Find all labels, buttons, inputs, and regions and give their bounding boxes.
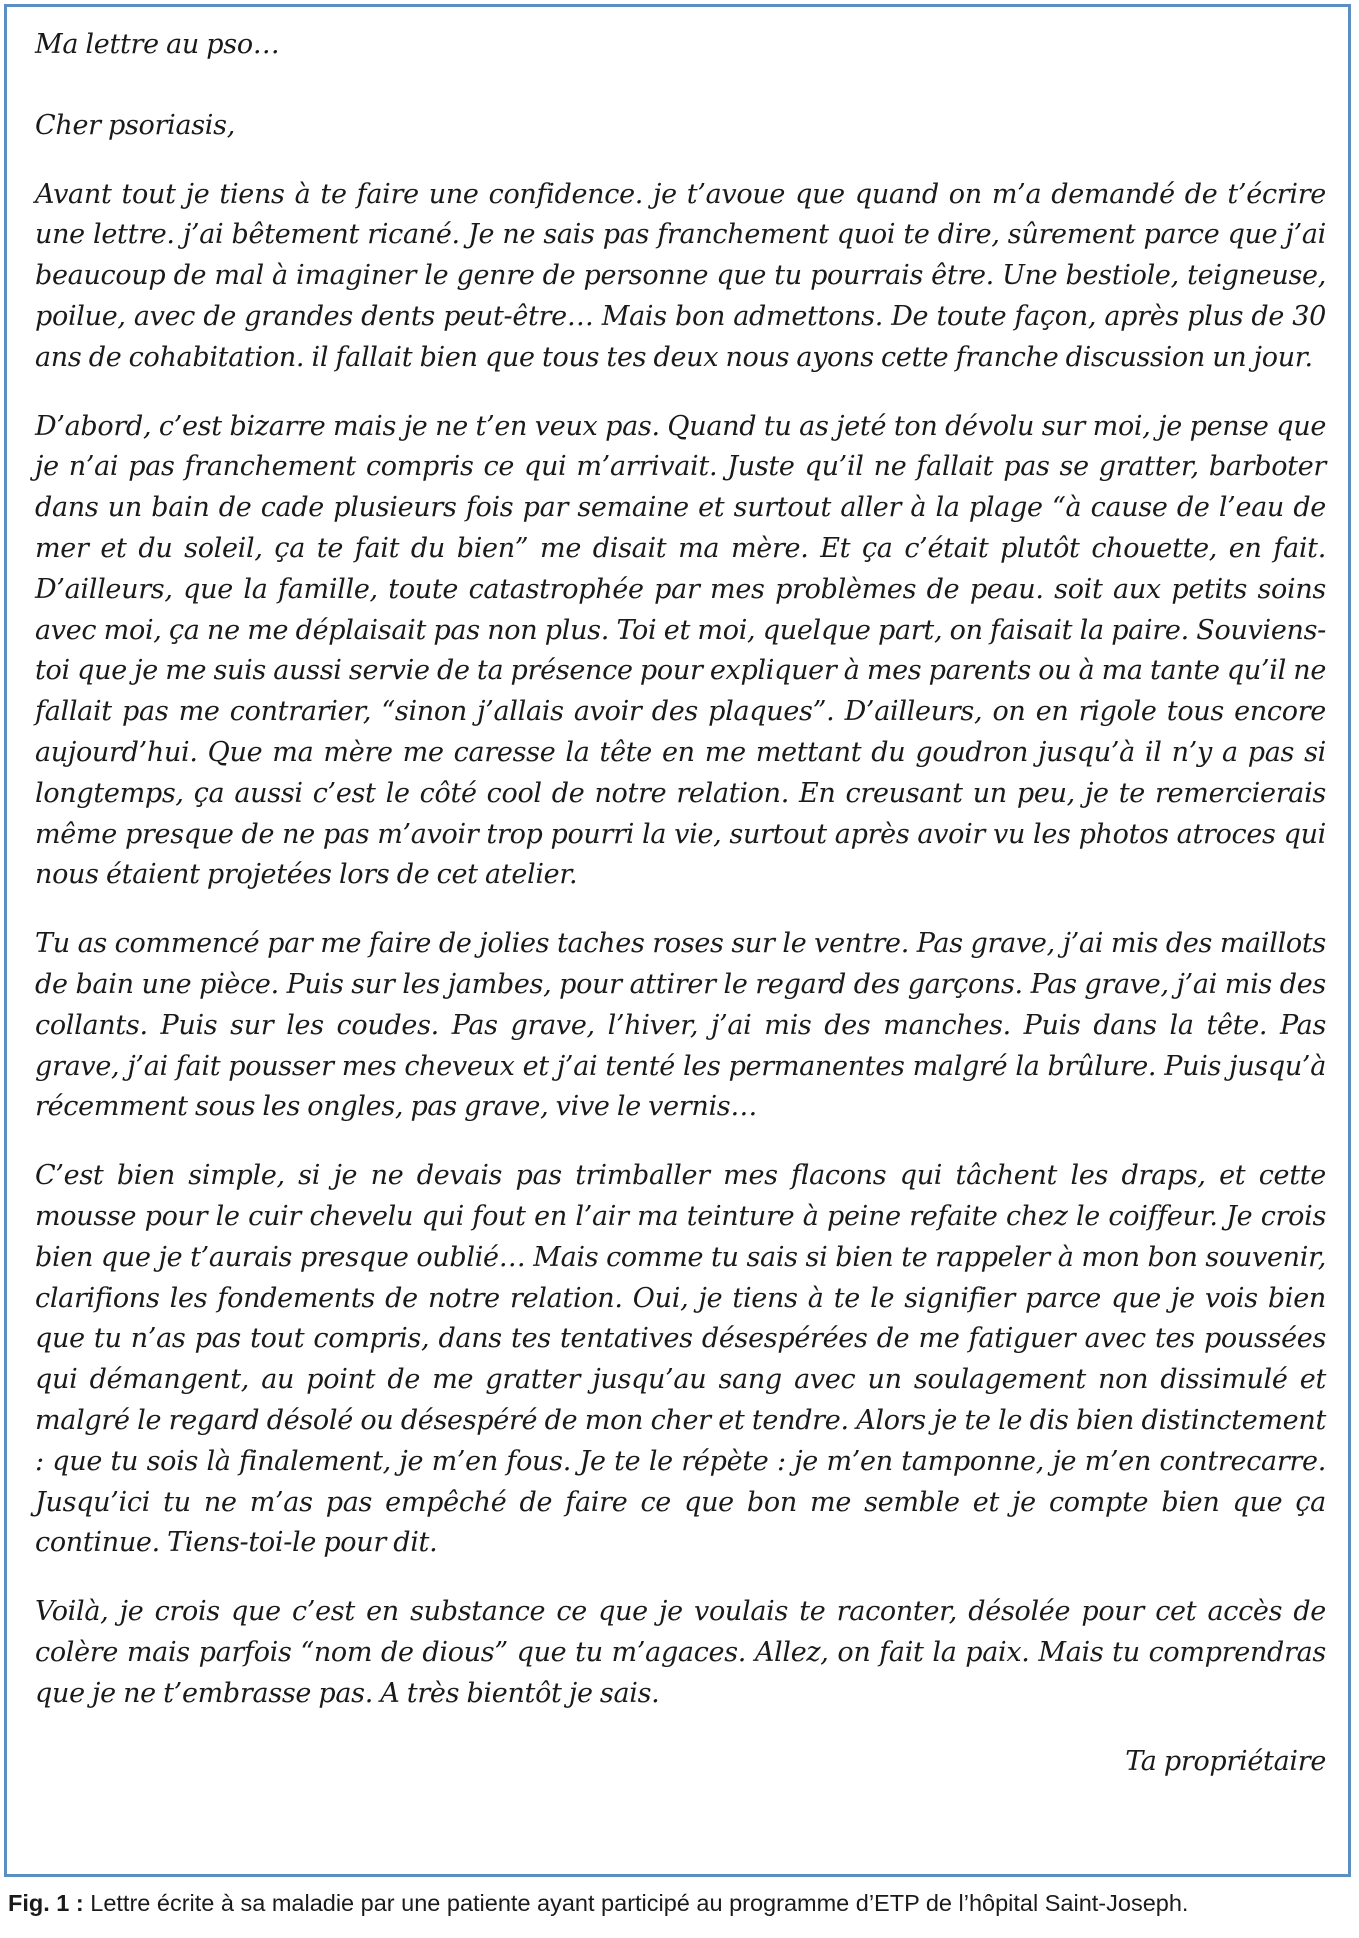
figure-caption-label: Fig. 1 :: [8, 1890, 84, 1916]
letter-heading: Ma lettre au pso…: [35, 29, 280, 60]
letter-paragraph-4: C’est bien simple, si je ne devais pas trimballer mes flacons qui tâchent les draps, et cette mousse pour le cuir chevelu qui fout en l’air ma teinture à peine refaite chez le coiffeur. Je crois bien que je t’aurais presque oublié… Mais comme tu sais si bien te rappeler à mon bon souvenir, clarifions les fondements de notre relation. Oui, je tiens à te le signifier parce que je vois bien que tu n’as pas tout compris, dans tes tentatives désespérées de me fatiguer avec tes poussées qui démangent, au point de me gratter jusqu’au sang avec un soulagement non dissimulé et malgré le regard désolé ou désespéré de mon cher et tendre. Alors je te le dis bien distinctement : que tu sois là finalement, je m’en fous. Je te le répète : je m’en tamponne, je m’en contrecarre. Jusqu’ici tu ne m’as pas empêché de faire ce que bon me semble et je compte bien que ça continue. Tiens-toi-le pour dit.: [35, 1160, 1326, 1559]
letter-paragraph-5: Voilà, je crois que c’est en substance ce que je voulais te raconter, désolée pour cet accès de colère mais parfois “nom de dious” que tu m’agaces. Allez, on fait la paix. Mais tu comprendras que je ne t’embrasse pas. A très bientôt je sais.: [35, 1596, 1326, 1709]
figure-caption-text: Lettre écrite à sa maladie par une patiente ayant participé au programme d’ETP de l’hôpital Saint-Joseph.: [83, 1890, 1189, 1916]
letter-paragraph-3: Tu as commencé par me faire de jolies taches roses sur le ventre. Pas grave, j’ai mis des maillots de bain une pièce. Puis sur les jambes, pour attirer le regard des garçons. Pas grave, j’ai mis des collants. Puis sur les coudes. Pas grave, l’hiver, j’ai mis des manches. Puis dans la tête. Pas grave, j’ai fait pousser mes cheveux et j’ai tenté les permanentes malgré la brûlure. Puis jusqu’à récemment sous les ongles, pas grave, vive le vernis…: [35, 928, 1326, 1123]
letter-greeting: Cher psoriasis,: [35, 109, 235, 141]
letter-paragraph-1: Avant tout je tiens à te faire une confidence. je t’avoue que quand on m’a demandé de t’écrire une lettre. j’ai bêtement ricané. Je ne sais pas franchement quoi te dire, sûrement parce que j’ai beaucoup de mal à imaginer le genre de personne que tu pourrais être. Une bestiole, teigneuse, poilue, avec de grandes dents peut-être… Mais bon admettons. De toute façon, après plus de 30 ans de cohabitation. il fallait bien que tous tes deux nous ayons cette franche discussion un jour.: [35, 178, 1326, 373]
letter-paragraph-2: D’abord, c’est bizarre mais je ne t’en veux pas. Quand tu as jeté ton dévolu sur moi, je pense que je n’ai pas franchement compris ce qui m’arrivait. Juste qu’il ne fallait pas se gratter, barboter dans un bain de cade plusieurs fois par semaine et surtout aller à la plage “à cause de l’eau de mer et du soleil, ça te fait du bien” me disait ma mère. Et ça c’était plutôt chouette, en fait. D’ailleurs, que la famille, toute catastrophée par mes problèmes de peau. soit aux petits soins avec moi, ça ne me déplaisait pas non plus. Toi et moi, quelque part, on faisait la paire. Souviens-toi que je me suis aussi servie de ta présence pour expliquer à mes parents ou à ma tante qu’il ne fallait pas me contrarier, “sinon j’allais avoir des plaques”. D’ailleurs, on en rigole tous encore aujourd’hui. Que ma mère me caresse la tête en me mettant du goudron jusqu’à il n’y a pas si longtemps, ça aussi c’est le côté cool de notre relation. En creusant un peu, je te remercierais même presque de ne pas m’avoir trop pourri la vie, surtout après avoir vu les photos atroces qui nous étaient projetées lors de cet atelier.: [35, 410, 1327, 891]
figure-caption: [8, 1888, 1355, 1918]
letter-frame: [4, 4, 1351, 1877]
letter-signature: Ta propriétaire: [1125, 1746, 1326, 1778]
